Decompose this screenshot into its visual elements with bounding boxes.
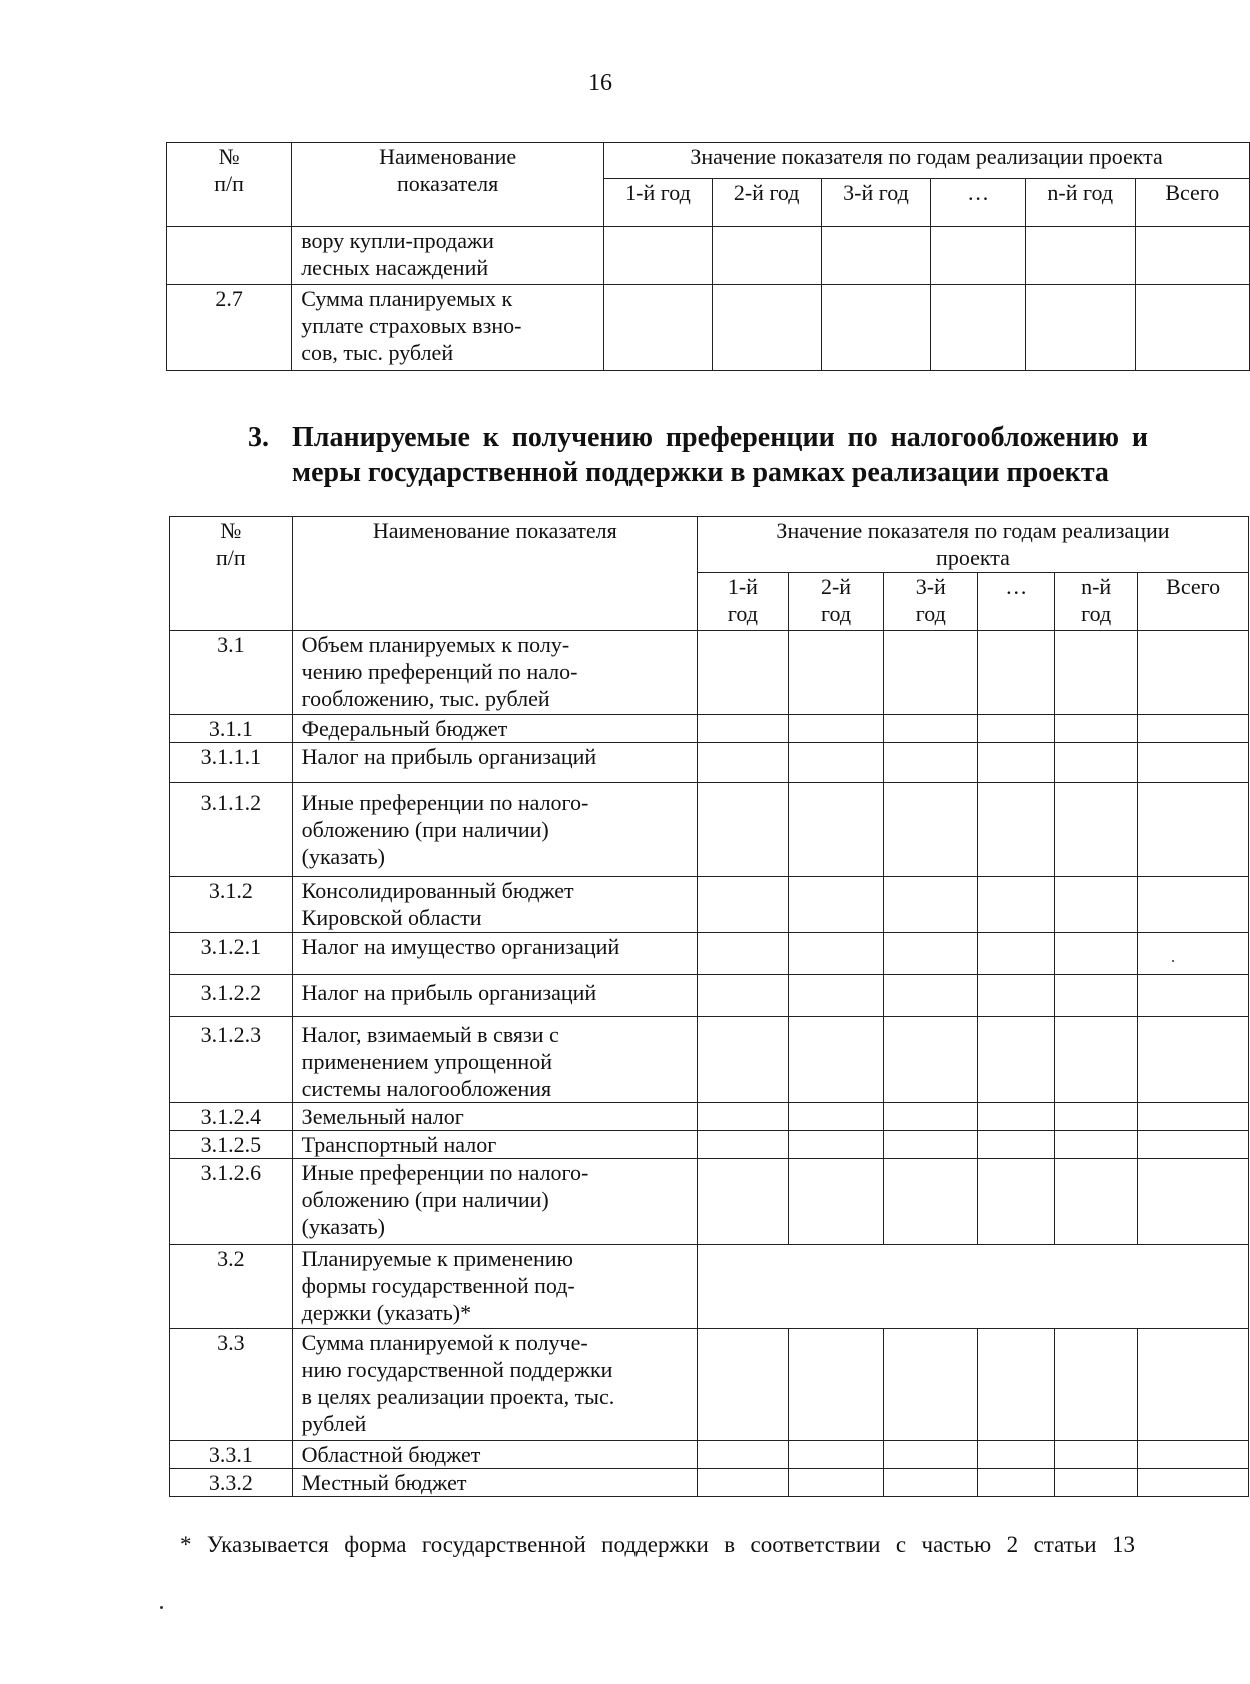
- table-row: [170, 1103, 1249, 1131]
- row-number: 3.1.1.2: [170, 783, 293, 877]
- table-row: [170, 1329, 1249, 1441]
- value-cell: [604, 285, 713, 371]
- value-cell: [978, 631, 1055, 715]
- value-cell: [1055, 933, 1138, 975]
- value-cell: [788, 1469, 883, 1497]
- header-year-3: 3-й год: [821, 179, 931, 227]
- header-year-ellipsis: …: [978, 573, 1055, 631]
- header-years-group: Значение показателя по годам реализации проекта: [604, 143, 1250, 179]
- value-cell: [1055, 715, 1138, 743]
- value-cell: [978, 933, 1055, 975]
- value-cell: [884, 783, 978, 877]
- value-cell: [697, 783, 788, 877]
- header-year-3: 3-й год: [884, 573, 978, 631]
- row-number: 3.1.2.4: [170, 1103, 293, 1131]
- value-cell: [1055, 1017, 1138, 1103]
- row-name: Федеральный бюджет: [292, 715, 697, 743]
- table-row: [170, 1159, 1249, 1245]
- value-cell: [1135, 285, 1249, 371]
- value-cell: [1025, 285, 1135, 371]
- value-cell: [1138, 743, 1249, 783]
- row-number: 3.1: [170, 631, 293, 715]
- header-year-2: 2-й год: [712, 179, 821, 227]
- row-name: Иные преференции по налого- обложению (при наличии) (указать): [292, 783, 697, 877]
- value-cell: [788, 933, 883, 975]
- value-cell: [1138, 631, 1249, 715]
- value-cell: [931, 285, 1025, 371]
- value-cell: [788, 1131, 883, 1159]
- merged-value-cell: [697, 1245, 1248, 1329]
- row-number: [167, 227, 292, 285]
- row-name: Местный бюджет: [292, 1469, 697, 1497]
- table-row: [170, 1441, 1249, 1469]
- value-cell: [697, 933, 788, 975]
- indicators-table-section-3: [169, 516, 1249, 1497]
- row-number: 3.1.1: [170, 715, 293, 743]
- footnote: * Указывается форма государственной поддержки в соответствии с частью 2 статьи 13: [180, 1532, 1135, 1557]
- value-cell: [788, 783, 883, 877]
- row-number: 3.1.2.5: [170, 1131, 293, 1159]
- value-cell: [697, 631, 788, 715]
- value-cell: [697, 1159, 788, 1245]
- value-cell: [1138, 1159, 1249, 1245]
- value-cell: [697, 975, 788, 1017]
- table-row: [167, 227, 1250, 285]
- row-name: Иные преференции по налого- обложению (при наличии) (указать): [292, 1159, 697, 1245]
- header-total: Всего: [1138, 573, 1249, 631]
- value-cell: [697, 1017, 788, 1103]
- row-name: вору купли-продажи лесных насаждений: [292, 227, 604, 285]
- section-number: 3.: [248, 422, 269, 453]
- value-cell: [884, 975, 978, 1017]
- value-cell: [1055, 975, 1138, 1017]
- row-name: Сумма планируемых к уплате страховых взно- сов, тыс. рублей: [292, 285, 604, 371]
- value-cell: [1055, 783, 1138, 877]
- value-cell: [788, 1103, 883, 1131]
- value-cell: [821, 227, 931, 285]
- value-cell: [697, 1103, 788, 1131]
- row-number: 3.1.2.2: [170, 975, 293, 1017]
- section-title: Планируемые к получению преференции по налогообложению и меры государственной поддержки в рамках реализации проекта: [292, 422, 1148, 488]
- row-name: Консолидированный бюджет Кировской области: [292, 877, 697, 933]
- header-name: Наименование показателя: [292, 143, 604, 227]
- row-name: Сумма планируемой к получе- нию государственной поддержки в целях реализации проекта, тыс. рублей: [292, 1329, 697, 1441]
- value-cell: [1055, 743, 1138, 783]
- row-number: 3.1.2.6: [170, 1159, 293, 1245]
- row-number: 3.3.2: [170, 1469, 293, 1497]
- header-total: Всего: [1135, 179, 1249, 227]
- value-cell: [788, 631, 883, 715]
- header-year-2: 2-й год: [788, 573, 883, 631]
- row-number: 3.2: [170, 1245, 293, 1329]
- value-cell: [821, 285, 931, 371]
- header-year-1: 1-й год: [697, 573, 788, 631]
- value-cell: [978, 1159, 1055, 1245]
- row-number: 3.1.2.1: [170, 933, 293, 975]
- row-number: 3.3: [170, 1329, 293, 1441]
- value-cell: [884, 1441, 978, 1469]
- value-cell: [1055, 631, 1138, 715]
- value-cell: [788, 1017, 883, 1103]
- value-cell: [1055, 1103, 1138, 1131]
- value-cell: [788, 975, 883, 1017]
- value-cell: [604, 227, 713, 285]
- value-cell: [788, 1329, 883, 1441]
- value-cell: [1055, 1159, 1138, 1245]
- row-name: Транспортный налог: [292, 1131, 697, 1159]
- row-number: 2.7: [167, 285, 292, 371]
- scan-speck: [1172, 960, 1174, 962]
- value-cell: [788, 1441, 883, 1469]
- header-year-n: n-й год: [1025, 179, 1135, 227]
- header-year-ellipsis: …: [931, 179, 1025, 227]
- value-cell: [1138, 1103, 1249, 1131]
- value-cell: [1138, 715, 1249, 743]
- value-cell: [884, 1131, 978, 1159]
- value-cell: [978, 1103, 1055, 1131]
- row-name: Планируемые к применению формы государственной под- держки (указать)*: [292, 1245, 697, 1329]
- value-cell: [1138, 1469, 1249, 1497]
- value-cell: [697, 1441, 788, 1469]
- table-row: [170, 1131, 1249, 1159]
- value-cell: [697, 743, 788, 783]
- value-cell: [978, 1329, 1055, 1441]
- value-cell: [884, 1329, 978, 1441]
- value-cell: [1138, 1017, 1249, 1103]
- row-number: 3.1.2.3: [170, 1017, 293, 1103]
- table-row: [170, 715, 1249, 743]
- value-cell: [884, 1103, 978, 1131]
- value-cell: [1138, 783, 1249, 877]
- value-cell: [788, 743, 883, 783]
- row-name: Областной бюджет: [292, 1441, 697, 1469]
- table-row: [170, 877, 1249, 933]
- value-cell: [978, 1017, 1055, 1103]
- value-cell: [1138, 933, 1249, 975]
- table-row: [170, 1469, 1249, 1497]
- value-cell: [1055, 1329, 1138, 1441]
- value-cell: [697, 1469, 788, 1497]
- value-cell: [1025, 227, 1135, 285]
- value-cell: [884, 1159, 978, 1245]
- value-cell: [884, 933, 978, 975]
- value-cell: [978, 715, 1055, 743]
- table-row: [167, 285, 1250, 371]
- value-cell: [978, 975, 1055, 1017]
- value-cell: [884, 1017, 978, 1103]
- header-year-n: n-й год: [1055, 573, 1138, 631]
- value-cell: [697, 877, 788, 933]
- value-cell: [788, 877, 883, 933]
- value-cell: [1138, 1441, 1249, 1469]
- value-cell: [884, 743, 978, 783]
- value-cell: [978, 743, 1055, 783]
- value-cell: [931, 227, 1025, 285]
- row-name: Налог на прибыль организаций: [292, 743, 697, 783]
- row-number: 3.3.1: [170, 1441, 293, 1469]
- value-cell: [697, 1329, 788, 1441]
- value-cell: [1138, 1329, 1249, 1441]
- table-row: [170, 975, 1249, 1017]
- value-cell: [884, 715, 978, 743]
- value-cell: [712, 285, 821, 371]
- table-row: [170, 631, 1249, 715]
- row-name: Объем планируемых к полу- чению преференций по нало- гообложению, тыс. рублей: [292, 631, 697, 715]
- value-cell: [1055, 1441, 1138, 1469]
- value-cell: [1055, 877, 1138, 933]
- value-cell: [978, 1469, 1055, 1497]
- value-cell: [712, 227, 821, 285]
- table-row: [170, 933, 1249, 975]
- table-row: [170, 1017, 1249, 1103]
- scan-speck: [160, 1606, 163, 1609]
- value-cell: [788, 1159, 883, 1245]
- row-name: Земельный налог: [292, 1103, 697, 1131]
- header-num: № п/п: [167, 143, 292, 227]
- table-row: [170, 1245, 1249, 1329]
- table-row: [170, 743, 1249, 783]
- value-cell: [884, 631, 978, 715]
- value-cell: [697, 715, 788, 743]
- row-number: 3.1.1.1: [170, 743, 293, 783]
- indicators-table-section-2: [166, 142, 1250, 371]
- row-number: 3.1.2: [170, 877, 293, 933]
- header-num: № п/п: [170, 517, 293, 631]
- page-number: 16: [588, 70, 612, 96]
- value-cell: [978, 877, 1055, 933]
- value-cell: [788, 715, 883, 743]
- value-cell: [1055, 1469, 1138, 1497]
- row-name: Налог на прибыль организаций: [292, 975, 697, 1017]
- value-cell: [884, 1469, 978, 1497]
- value-cell: [697, 1131, 788, 1159]
- table-row: [170, 783, 1249, 877]
- value-cell: [1135, 227, 1249, 285]
- header-years-group: Значение показателя по годам реализации проекта: [697, 517, 1248, 573]
- header-year-1: 1-й год: [604, 179, 713, 227]
- value-cell: [1138, 877, 1249, 933]
- header-name: Наименование показателя: [292, 517, 697, 631]
- value-cell: [1138, 1131, 1249, 1159]
- value-cell: [1055, 1131, 1138, 1159]
- value-cell: [884, 877, 978, 933]
- row-name: Налог на имущество организаций: [292, 933, 697, 975]
- row-name: Налог, взимаемый в связи с применением упрощенной системы налогообложения: [292, 1017, 697, 1103]
- value-cell: [978, 1441, 1055, 1469]
- value-cell: [978, 783, 1055, 877]
- section-3-heading: [248, 420, 1148, 490]
- value-cell: [1138, 975, 1249, 1017]
- value-cell: [978, 1131, 1055, 1159]
